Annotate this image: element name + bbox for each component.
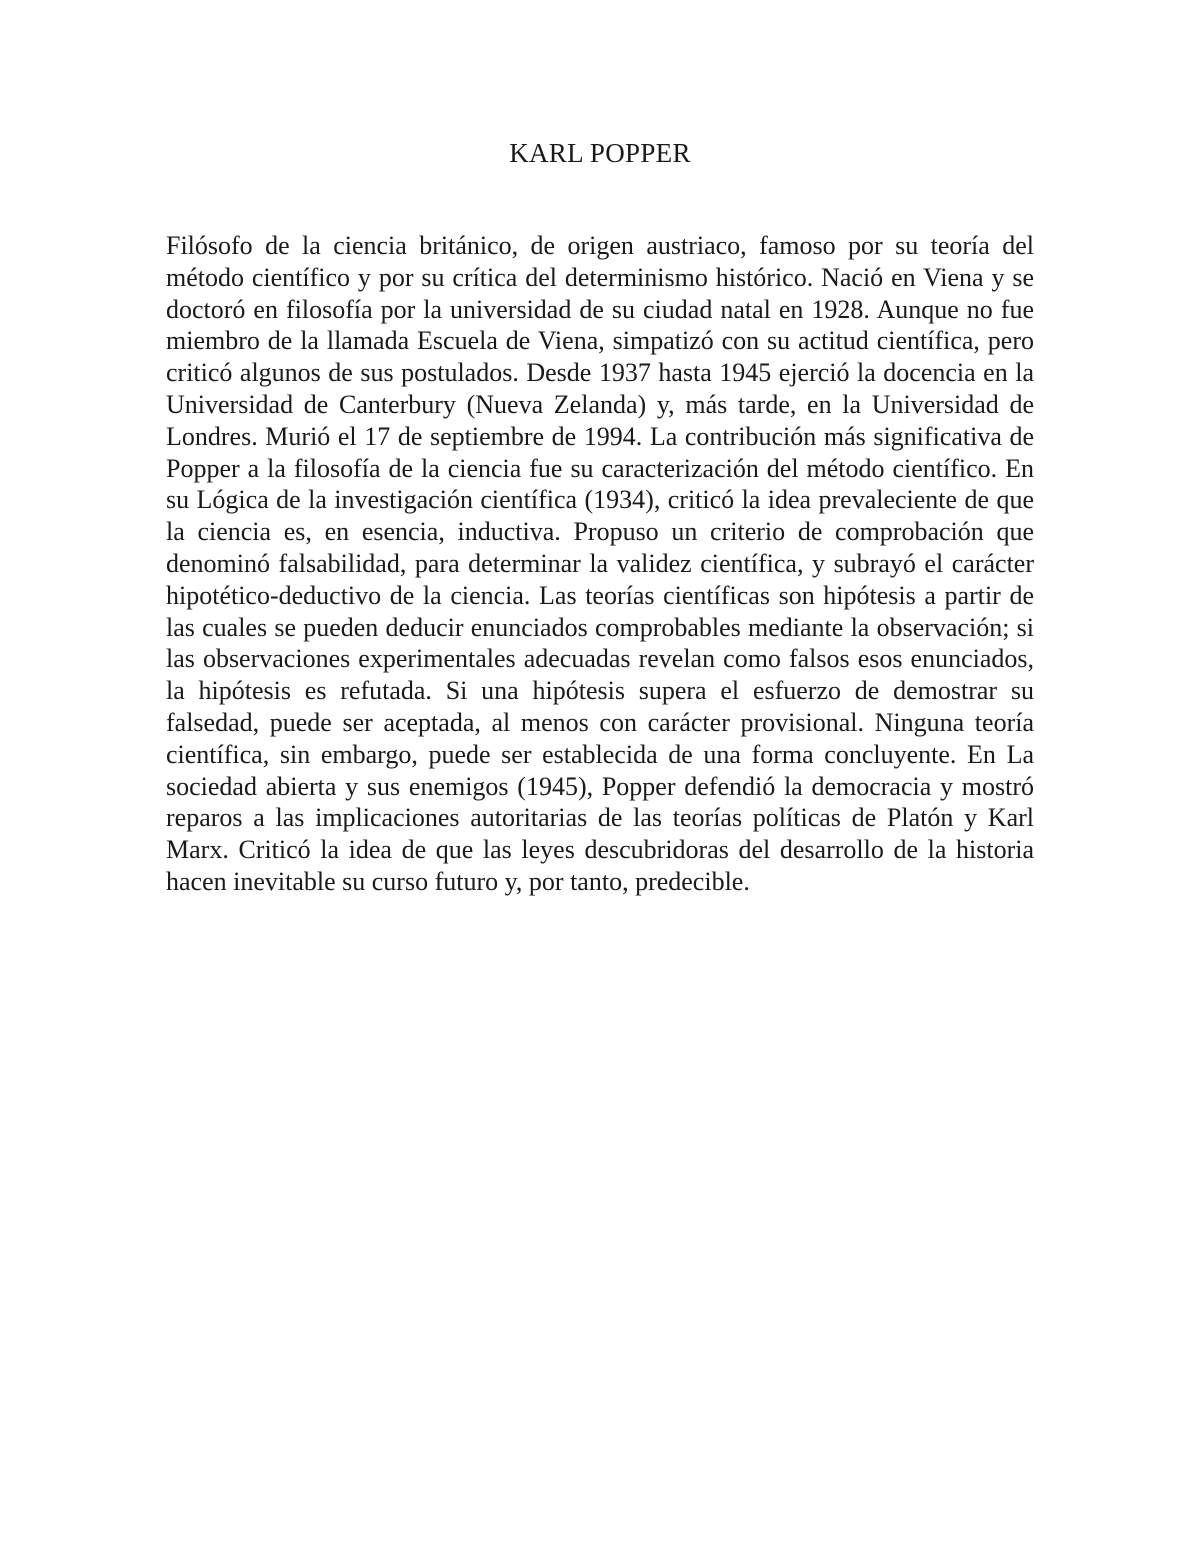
document-title: KARL POPPER — [509, 138, 691, 168]
document-body-paragraph: Filósofo de la ciencia británico, de origen austriaco, famoso por su teoría del método científico y por su crítica del determinismo histórico. Nació en Viena y se doctoró en filosofía por la universidad de su ciudad natal en 1928. Aunque no fue miembro de la llamada Escuela de Viena, simpatizó con su actitud científica, pero criticó algunos de sus postulados. Desde 1937 hasta 1945 ejerció la docencia en la Universidad de Canterbury (Nueva Zelanda) y, más tarde, en la Universidad de Londres. Murió el 17 de septiembre de 1994. La contribución más significativa de Popper a la filosofía de la ciencia fue su caracterización del método científico. En su Lógica de la investigación científica (1934), criticó la idea prevaleciente de que la ciencia es, en esencia, inductiva. Propuso un criterio de comprobación que denominó falsabilidad, para determinar la validez científica, y subrayó el carácter hipotético-deductivo de la ciencia. Las teorías científicas son hipótesis a partir de las cuales se pueden deducir enunciados comprobables mediante la observación; si las observaciones experimentales adecuadas revelan como falsos esos enunciados, la hipótesis es refutada. Si una hipótesis supera el esfuerzo de demostrar su falsedad, puede ser aceptada, al menos con carácter provisional. Ninguna teoría científica, sin embargo, puede ser establecida de una forma concluyente. En La sociedad abierta y sus enemigos (1945), Popper defendió la democracia y mostró reparos a las implicaciones autoritarias de las teorías políticas de Platón y Karl Marx. Criticó la idea de que las leyes descubridoras del desarrollo de la historia hacen inevitable su curso futuro y, por tanto, predecible. — [166, 231, 1034, 896]
